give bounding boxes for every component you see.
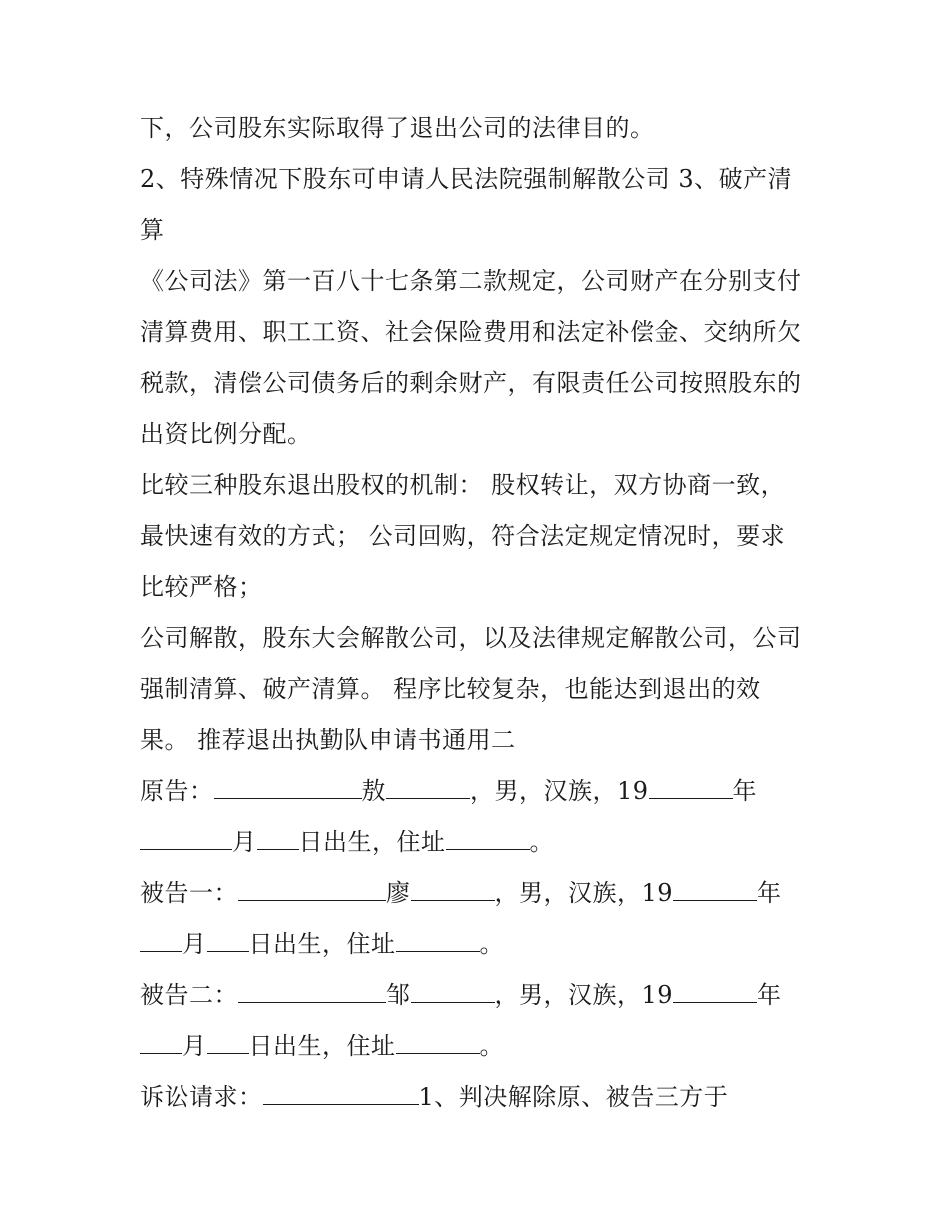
blank-field [140,929,182,952]
defendant2-label: 被告二： [140,981,238,1009]
paragraph-line: 出资比例分配。 [140,420,312,448]
paragraph-line: 税款，清偿公司债务后的剩余财产，有限责任公司按照股东的 [140,369,802,397]
plaintiff-birth-address: 日出生，住址 [298,828,446,856]
claims-text: 1、判决解除原、被告三方于 [418,1083,729,1111]
blank-field [396,1031,480,1054]
blank-field [207,929,249,952]
paragraph-line: 2、特殊情况下股东可申请人民法院强制解散公司 3、破产清 [140,165,793,193]
blank-field [263,1082,419,1105]
defendant2-line-2 [140,1030,504,1062]
paragraph-line: 最快速有效的方式； 公司回购，符合法定规定情况时，要求 [140,522,786,550]
paragraph-line: 公司解散，股东大会解散公司，以及法律规定解散公司，公司 [140,624,802,652]
blank-field [257,827,299,850]
paragraph-line: 强制清算、破产清算。 程序比较复杂，也能达到退出的效 [140,675,761,703]
plaintiff-name: 敖 [361,777,386,805]
paragraph-line: 比较严格； [140,573,263,601]
claims-line [140,1081,728,1113]
plaintiff-line-2 [140,826,554,858]
defendant1-end: 。 [479,930,504,958]
plaintiff-label: 原告： [140,777,214,805]
blank-field [238,878,386,901]
defendant1-month-label: 月 [182,930,207,958]
defendant2-line [140,979,782,1011]
blank-field [140,827,232,850]
defendant2-info: ，男，汉族，19 [494,981,674,1009]
paragraph-line: 清算费用、职工工资、社会保险费用和法定补偿金、交纳所欠 [140,318,802,346]
paragraph-line: 算 [140,216,165,244]
defendant1-birth-address: 日出生，住址 [248,930,396,958]
defendant2-year-label: 年 [757,981,782,1009]
blank-field [673,878,757,901]
defendant2-name: 邹 [386,981,411,1009]
claims-label: 诉讼请求： [140,1083,263,1111]
blank-field [649,776,733,799]
defendant1-info: ，男，汉族，19 [494,879,674,907]
blank-field [386,776,470,799]
plaintiff-year-label: 年 [732,777,758,805]
blank-field [411,980,495,1003]
plaintiff-end: 。 [529,828,554,856]
blank-field [673,980,757,1003]
blank-field [396,929,480,952]
blank-field [140,1031,182,1054]
paragraph-line: 下，公司股东实际取得了退出公司的法律目的。 [140,114,655,142]
blank-field [207,1031,249,1054]
defendant2-month-label: 月 [182,1032,207,1060]
defendant1-line-2 [140,928,504,960]
defendant1-year-label: 年 [757,879,782,907]
defendant2-birth-address: 日出生，住址 [248,1032,396,1060]
plaintiff-line [140,775,757,807]
plaintiff-info: ，男，汉族，19 [470,777,649,805]
blank-field [214,776,362,799]
defendant2-end: 。 [479,1032,504,1060]
blank-field [411,878,495,901]
defendant1-name: 廖 [386,879,411,907]
paragraph-line: 果。 推荐退出执勤队申请书通用二 [140,726,516,754]
plaintiff-month-label: 月 [232,828,257,856]
blank-field [238,980,386,1003]
paragraph-line: 《公司法》第一百八十七条第二款规定，公司财产在分别支付 [140,267,802,295]
paragraph-line: 比较三种股东退出股权的机制： 股权转让，双方协商一致， [140,471,786,499]
blank-field [446,827,530,850]
defendant1-label: 被告一： [140,879,238,907]
defendant1-line [140,877,782,909]
